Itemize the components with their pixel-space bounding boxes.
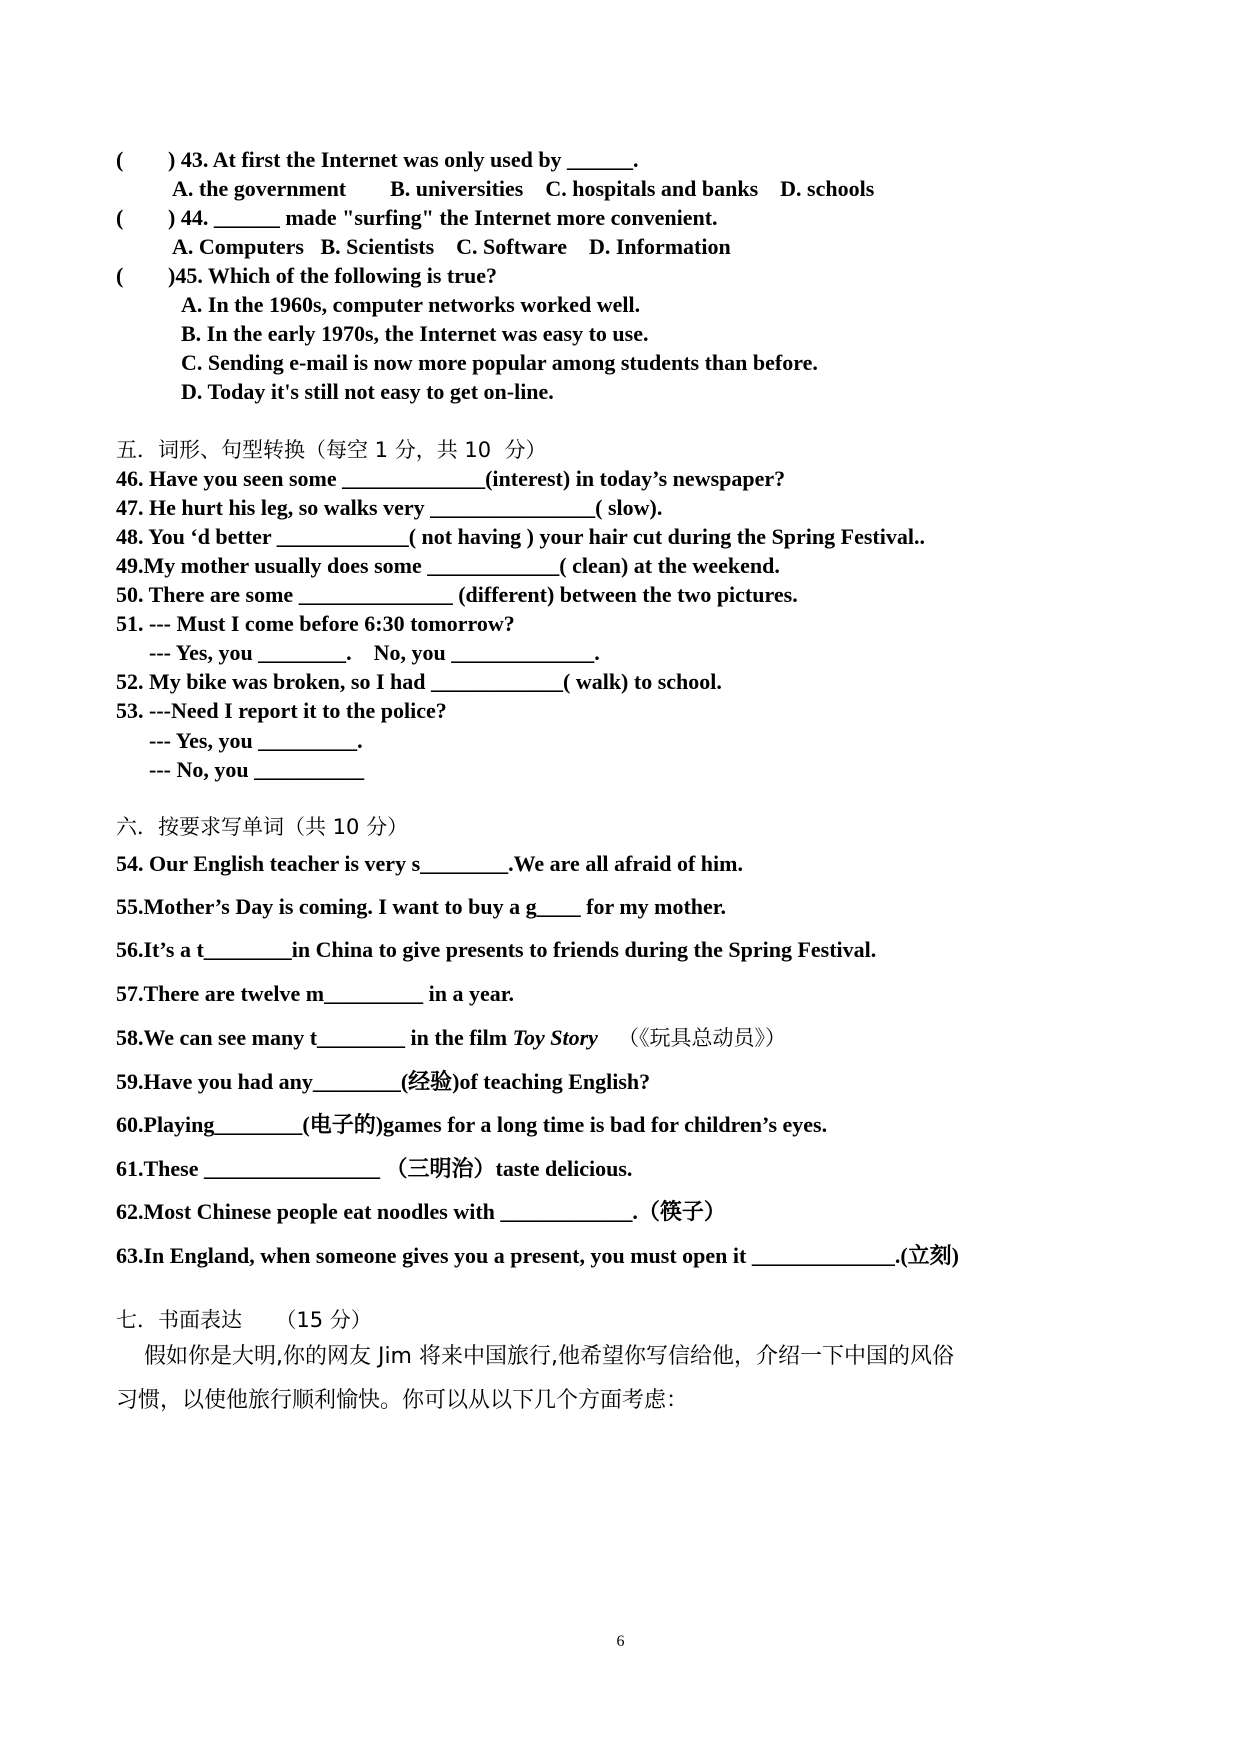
s6-line-60: 60.Playing________(电子的)games for a long time is bad for children’s eyes. [116,1112,828,1137]
s5-line-53-no: --- No, you __________ [116,757,365,782]
s6-line-57: 57.There are twelve m_________ in a year. [116,981,514,1006]
s5-line-53-yes: --- Yes, you _________. [116,728,363,753]
section7-prompt-line1: 假如你是大明,你的网友 Jim 将来中国旅行,他希望你写信给他，介绍一下中国的风俗 [116,1344,954,1369]
section7-prompt-line2: 习惯，以使他旅行顺利愉快。你可以从以下几个方面考虑： [116,1388,689,1413]
s6-line-59: 59.Have you had any________(经验)of teaching English? [116,1069,651,1094]
section7-heading: 七．书面表达 （15 分） [116,1308,372,1332]
section5-heading: 五．词形、句型转换（每空 1 分，共 10 分） [116,438,547,462]
q44-paren: ( [116,205,124,230]
s5-line-51: 51. --- Must I come before 6:30 tomorrow? [116,611,515,636]
s6-line-56: 56.It’s a t________in China to give presents to friends during the Spring Festival. [116,937,877,962]
section6-heading: 六．按要求写单词（共 10 分） [116,815,409,839]
q45-option-c: C. Sending e-mail is now more popular among students than before. [181,350,818,375]
s6-line-55: 55.Mother’s Day is coming. I want to buy a g____ for my mother. [116,894,727,919]
s5-line-52: 52. My bike was broken, so I had ____________( walk) to school. [116,669,722,694]
s5-line-50: 50. There are some ______________ (different) between the two pictures. [116,582,798,607]
s5-line-47: 47. He hurt his leg, so walks very _______________( slow). [116,495,663,520]
q45-option-a: A. In the 1960s, computer networks worked well. [181,292,641,317]
q58-film-title: Toy Story [512,1025,598,1050]
s5-line-51-answer: --- Yes, you ________. No, you _____________. [116,640,600,665]
s6-line-63: 63.In England, when someone gives you a present, you must open it _____________.(立刻) [116,1243,960,1268]
q44-options: A. Computers B. Scientists C. Software D. Information [172,234,731,259]
q45-paren: ( [116,263,124,288]
q43-paren: ( [116,147,124,172]
q45-option-b: B. In the early 1970s, the Internet was easy to use. [181,321,649,346]
q44-stem: ) 44. ______ made "surfing" the Internet more convenient. [168,205,718,230]
page-number: 6 [616,1633,625,1650]
s6-line-62: 62.Most Chinese people eat noodles with ____________.（筷子） [116,1199,726,1224]
s6-line-54: 54. Our English teacher is very s________.We are all afraid of him. [116,851,743,876]
s5-line-48: 48. You ‘d better ____________( not having ) your hair cut during the Spring Festival.. [116,524,925,549]
q43-options: A. the government B. universities C. hospitals and banks D. schools [172,176,875,201]
s6-line-61: 61.These ________________ （三明治）taste delicious. [116,1156,633,1181]
s5-line-46: 46. Have you seen some _____________(interest) in today’s newspaper? [116,466,786,491]
q58-before: 58.We can see many t________ in the film [116,1025,513,1050]
s5-line-53: 53. ---Need I report it to the police? [116,698,447,723]
q58-after: （《玩具总动员》） [597,1026,786,1050]
q45-option-d: D. Today it's still not easy to get on-line. [181,379,554,404]
q43-stem: ) 43. At first the Internet was only used by ______. [168,147,639,172]
s6-line-58 [116,1024,786,1052]
q45-stem: )45. Which of the following is true? [168,263,497,288]
s5-line-49: 49.My mother usually does some ____________( clean) at the weekend. [116,553,780,578]
